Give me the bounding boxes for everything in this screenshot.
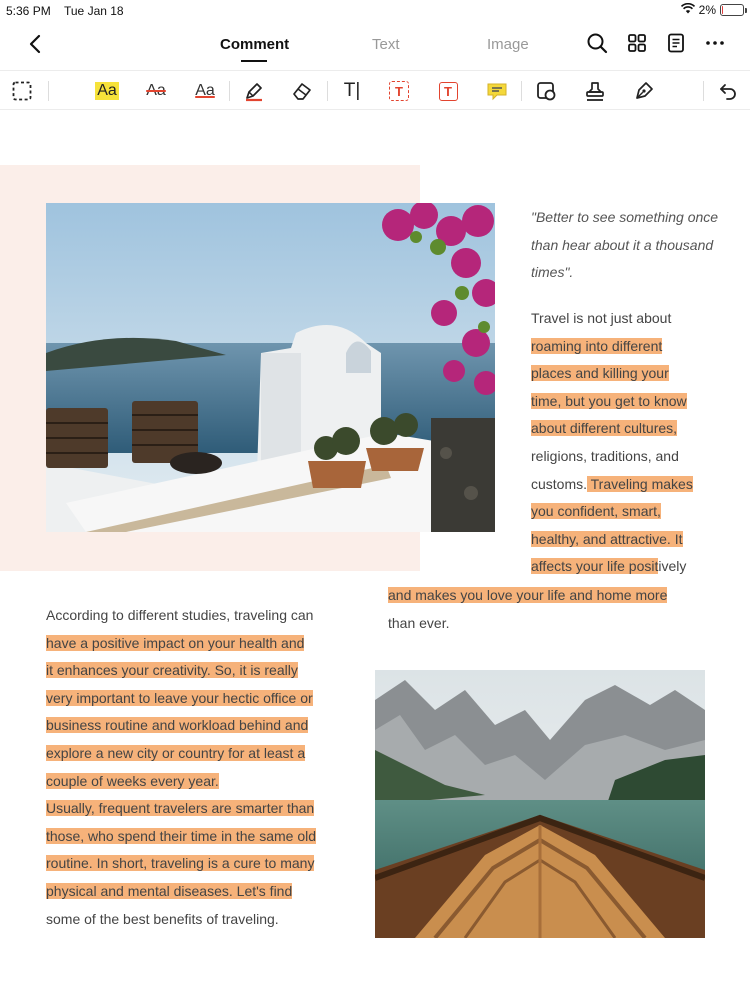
highlighted-text[interactable]: business routine and workload behind and	[46, 717, 309, 734]
typewriter-tool[interactable]	[338, 79, 366, 103]
text-line	[531, 307, 671, 329]
text-line	[46, 797, 314, 819]
highlighted-text[interactable]: affects your life posit	[531, 558, 659, 575]
text-line	[531, 473, 693, 495]
text-line	[531, 362, 669, 384]
text-line	[46, 852, 314, 874]
text-line	[531, 528, 683, 550]
back-icon[interactable]	[24, 32, 48, 56]
text-line	[46, 880, 292, 902]
toolbar-divider	[229, 81, 230, 101]
pencil-icon[interactable]	[242, 79, 266, 103]
strikethrough-icon: Aa	[146, 82, 166, 99]
typewriter-icon: T|	[343, 80, 361, 101]
textbox-icon: T	[389, 81, 409, 101]
highlighted-text[interactable]: healthy, and attractive. It	[531, 530, 683, 547]
terrace-photo[interactable]	[46, 203, 495, 532]
more-icon[interactable]	[704, 32, 726, 54]
highlighted-text[interactable]: roaming into different	[531, 337, 663, 354]
shape-icon[interactable]	[534, 79, 558, 103]
highlight-tool[interactable]	[93, 79, 121, 103]
highlighted-text[interactable]: time, but you get to know	[531, 392, 687, 409]
status-date: Tue Jan 18	[64, 4, 124, 18]
text-line	[46, 908, 279, 930]
text-segment[interactable]: than ever.	[388, 614, 450, 631]
wifi-icon	[681, 3, 695, 17]
toolbar-divider	[521, 81, 522, 101]
status-time: 5:36 PM	[6, 4, 51, 18]
highlighted-text[interactable]: explore a new city or country for at least a	[46, 745, 306, 761]
lake-boat-photo[interactable]	[375, 670, 705, 938]
text-line	[531, 500, 661, 522]
toolbar-divider	[703, 81, 704, 101]
text-line	[531, 335, 662, 357]
text-segment[interactable]: Travel is not just about	[531, 310, 672, 326]
text-line	[388, 584, 667, 606]
note-icon[interactable]	[485, 79, 509, 103]
highlighted-text[interactable]: you confident, smart,	[531, 503, 661, 520]
highlighted-text[interactable]: very important to leave your hectic office or	[46, 689, 313, 706]
text-segment[interactable]: some of the best benefits of traveling.	[46, 910, 279, 927]
text-line	[531, 390, 687, 412]
highlighted-text[interactable]: about different cultures,	[531, 420, 678, 437]
text-line	[46, 770, 219, 792]
text-line	[46, 825, 316, 847]
highlighted-text[interactable]: physical and mental diseases. Let's find	[46, 883, 293, 899]
text-line	[46, 742, 305, 764]
text-line	[531, 417, 677, 439]
text-segment[interactable]: customs.	[531, 475, 588, 492]
highlighted-text[interactable]: places and killing your	[531, 365, 669, 382]
highlighted-text[interactable]: Usually, frequent travelers are smarter than	[46, 800, 315, 817]
text-line	[531, 445, 679, 467]
toolbar-divider	[48, 81, 49, 101]
active-tab-indicator	[241, 60, 267, 62]
status-right	[681, 3, 744, 17]
underline-icon: Aa	[195, 82, 215, 99]
nav-bar	[0, 22, 750, 68]
highlight-icon: Aa	[97, 82, 117, 99]
highlighted-text[interactable]: and makes you love your life and home more	[388, 587, 668, 603]
strikethrough-tool[interactable]	[142, 79, 170, 103]
highlighted-text[interactable]: those, who spend their time in the same old	[46, 827, 317, 844]
callout-tool[interactable]	[436, 79, 460, 103]
textbox-tool[interactable]	[387, 79, 411, 103]
battery-percent: 2%	[698, 3, 716, 17]
tab-image[interactable]: Image	[487, 36, 529, 53]
text-line	[46, 632, 304, 654]
annotation-toolbar	[0, 70, 750, 110]
text-segment[interactable]: According to different studies, traveling can	[46, 607, 314, 623]
search-icon[interactable]	[586, 32, 608, 54]
highlighted-text[interactable]: Traveling makes	[587, 475, 693, 492]
tab-text[interactable]: Text	[372, 36, 400, 53]
text-line	[46, 687, 313, 709]
toolbar-divider	[327, 81, 328, 101]
highlighted-text[interactable]: couple of weeks every year.	[46, 772, 219, 789]
marquee-select-icon[interactable]	[10, 79, 34, 103]
text-segment[interactable]: ively	[658, 558, 687, 575]
document-icon[interactable]	[665, 32, 687, 54]
battery-level	[722, 6, 723, 14]
text-line	[46, 714, 308, 736]
underline-tool[interactable]	[191, 79, 219, 103]
undo-icon[interactable]	[716, 79, 740, 103]
quote-text: "Better to see something once than hear about it a thousand times".	[531, 209, 719, 280]
eraser-icon[interactable]	[290, 79, 314, 103]
text-segment[interactable]: religions, traditions, and	[531, 448, 679, 464]
highlighted-text[interactable]: it enhances your creativity. So, it is really	[46, 662, 298, 679]
text-line	[46, 659, 298, 681]
stamp-icon[interactable]	[583, 79, 607, 103]
tab-comment[interactable]: Comment	[220, 36, 290, 53]
text-line	[531, 555, 686, 577]
battery-icon	[720, 4, 744, 16]
status-bar	[0, 0, 750, 22]
text-line	[388, 612, 450, 634]
highlighted-text[interactable]: routine. In short, traveling is a cure to many	[46, 855, 315, 872]
signature-icon[interactable]	[632, 79, 656, 103]
text-line	[46, 604, 313, 626]
grid-icon[interactable]	[626, 32, 648, 54]
highlighted-text[interactable]: have a positive impact on your health and	[46, 634, 305, 651]
callout-icon: T	[439, 82, 458, 101]
